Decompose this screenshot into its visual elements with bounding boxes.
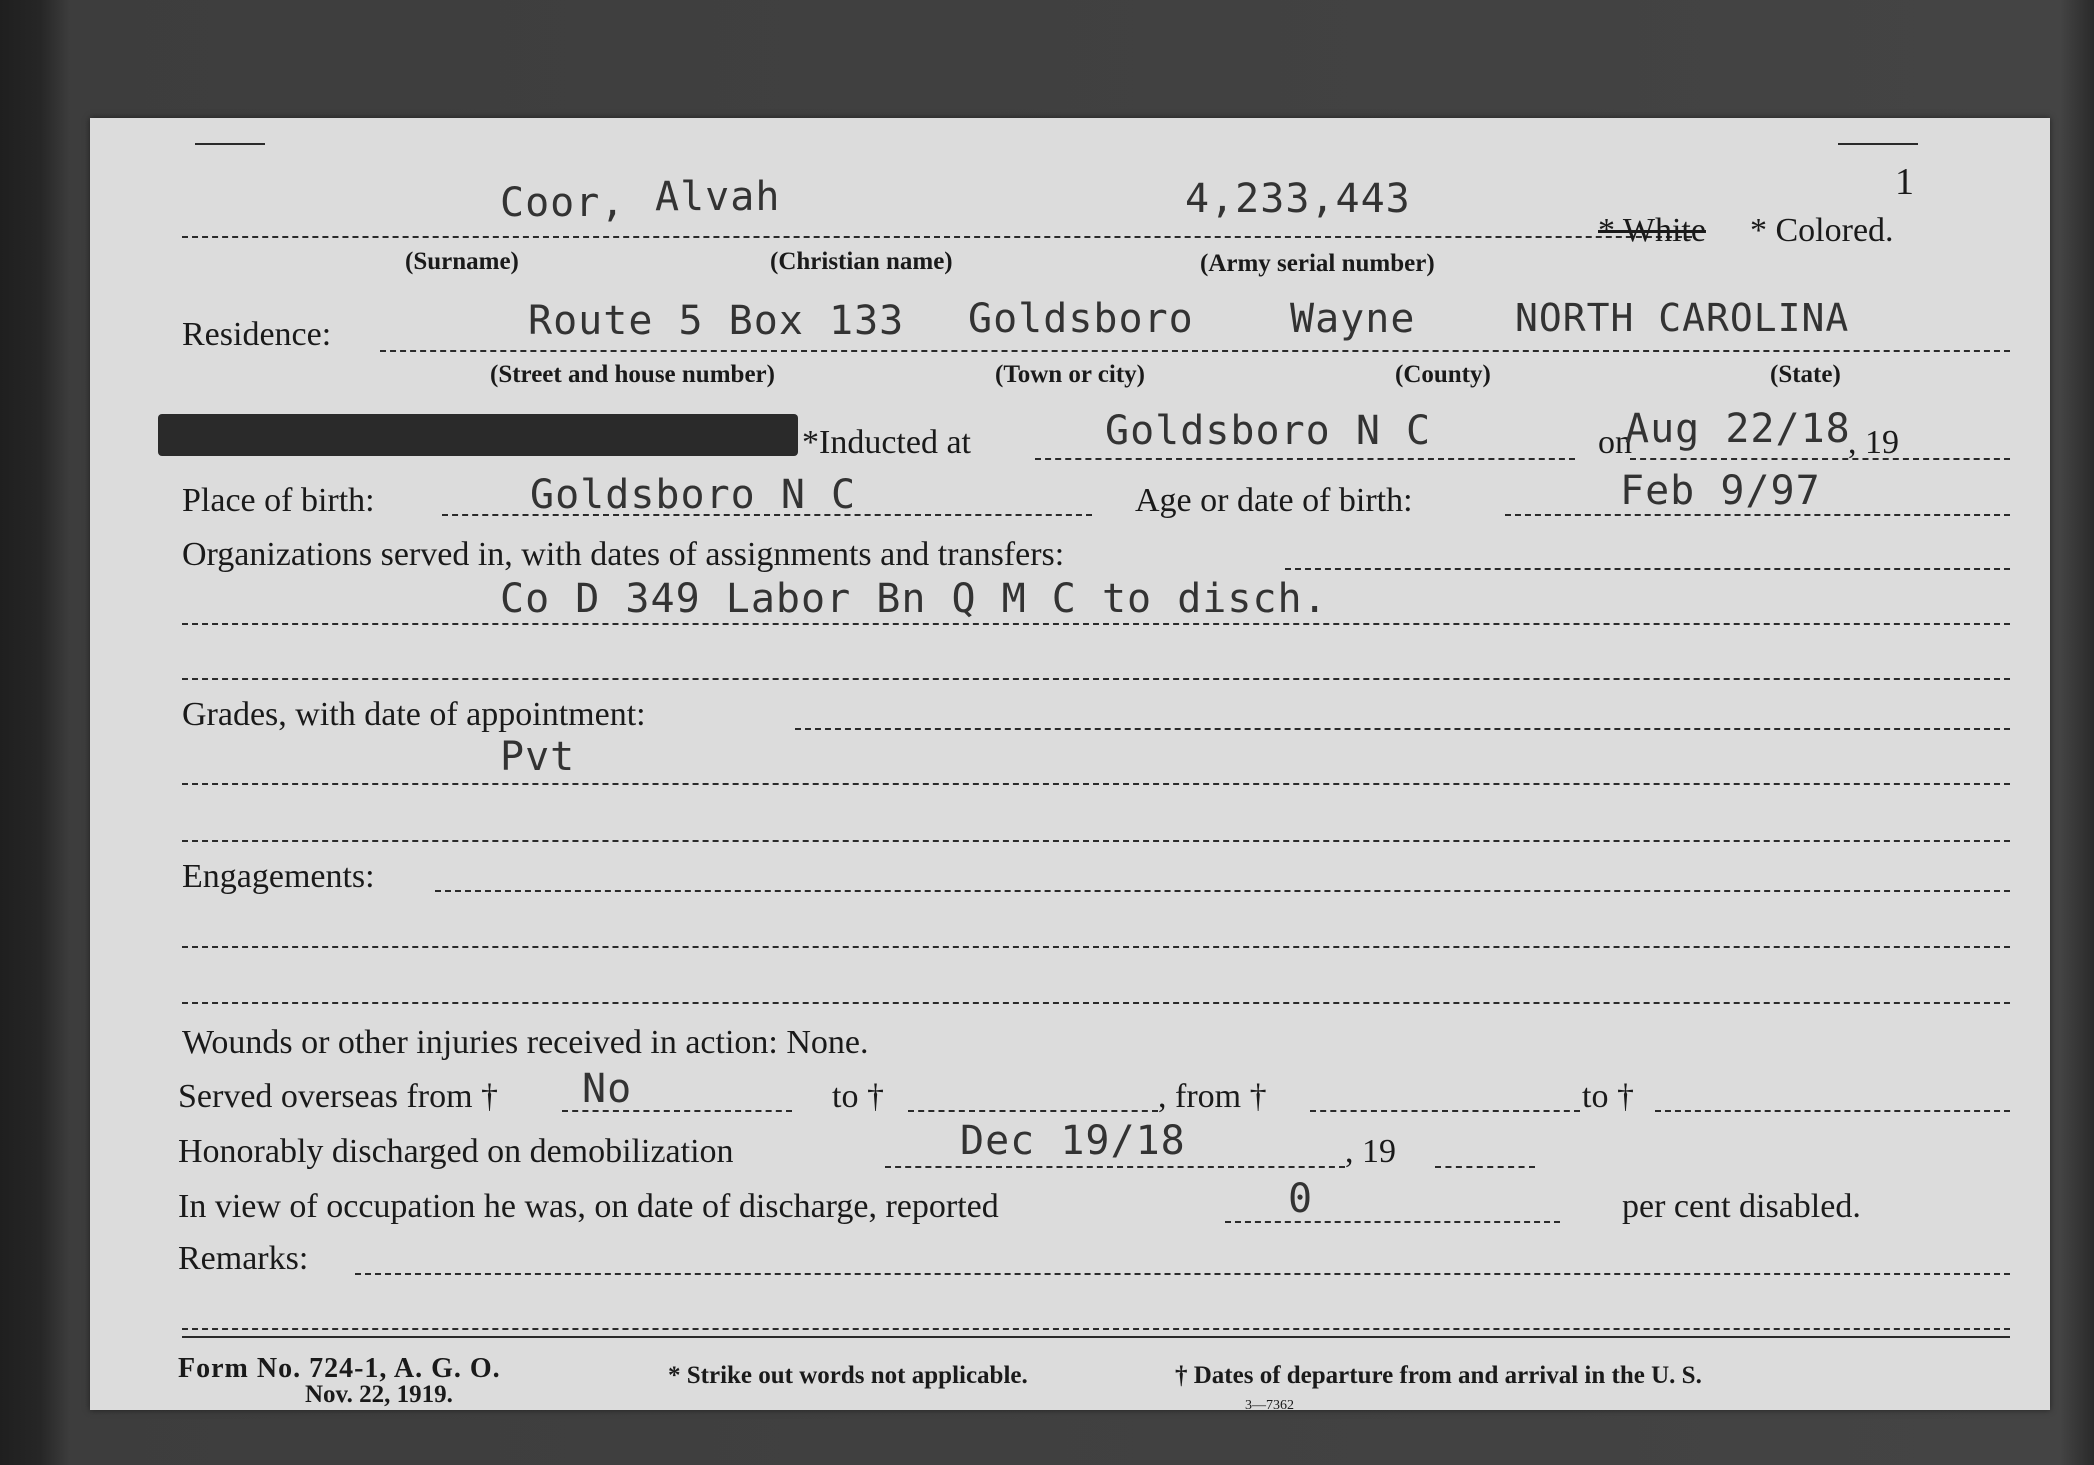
bottom-rule [182,1336,2010,1338]
name-line [182,236,1692,238]
residence-street: Route 5 Box 133 [528,298,905,344]
footnote-dates: † Dates of departure from and arrival in the U. S. [1175,1362,1702,1389]
serial-caption: (Army serial number) [1200,250,1435,277]
overseas-value: No [582,1066,633,1112]
birth-date-line [1505,514,2010,516]
wounds-label: Wounds or other injuries received in action: None. [182,1024,869,1061]
disabled-label: per cent disabled. [1622,1188,1861,1225]
county-caption: (County) [1395,361,1491,388]
organizations-line-2 [182,623,2010,625]
remarks-line-2 [182,1328,2010,1330]
footnote-strike-out: * Strike out words not applicable. [668,1362,1028,1389]
residence-town: Goldsboro [968,296,1194,342]
on-label: on [1598,424,1632,461]
town-caption: (Town or city) [995,361,1145,388]
residence-county: Wayne [1290,296,1416,342]
age-label: Age or date of birth: [1135,482,1413,519]
inducted-date: Aug 22/18 [1625,406,1851,452]
race-white-struck: * White [1598,212,1706,249]
redacted-enlisted-options [158,414,798,456]
disabled-value: 0 [1288,1176,1314,1222]
overseas-to2-label: to † [1582,1078,1634,1115]
surname-value: Coor, [500,180,626,226]
organizations-value: Co D 349 Labor Bn Q M C to disch. [500,576,1328,622]
overseas-from2-line [1310,1110,1580,1112]
occupation-label: In view of occupation he was, on date of discharge, reported [178,1188,999,1225]
overseas-from2-label: , from † [1158,1078,1267,1115]
engagements-label: Engagements: [182,858,375,895]
state-caption: (State) [1770,361,1841,388]
inducted-place-line [1035,458,1575,460]
serial-number-value: 4,233,443 [1185,176,1411,222]
inducted-date-line [1630,458,2010,460]
remarks-label: Remarks: [178,1240,309,1277]
form-number: Form No. 724-1, A. G. O. [178,1353,501,1384]
discharge-year: , 19 [1345,1133,1396,1170]
form-date: Nov. 22, 1919. [305,1381,453,1408]
top-right-rule [1838,143,1918,145]
service-record-card [90,118,2050,1413]
inducted-place: Goldsboro N C [1105,408,1432,454]
residence-label: Residence: [182,316,332,353]
surname-caption: (Surname) [405,248,519,275]
grades-value: Pvt [500,734,576,780]
residence-state: NORTH CAROLINA [1515,296,1850,340]
street-caption: (Street and house number) [490,361,775,388]
discharge-label: Honorably discharged on demobilization [178,1133,734,1170]
card-number: 1 [1895,161,1914,203]
discharge-date: Dec 19/18 [960,1118,1186,1164]
race-colored: * Colored. [1750,212,1894,249]
discharge-date-line [885,1166,1345,1168]
organizations-line-3 [182,678,2010,680]
overseas-to2-line [1655,1110,2010,1112]
birth-place-label: Place of birth: [182,482,375,519]
organizations-line-1 [1285,568,2010,570]
grades-line-2 [182,783,2010,785]
print-code: 3—7362 [1245,1398,1294,1413]
engagements-line-2 [182,946,2010,948]
overseas-to-line [908,1110,1158,1112]
birth-date-value: Feb 9/97 [1620,468,1821,514]
christian-name-value: Alvah [655,174,781,220]
grades-label: Grades, with date of appointment: [182,696,646,733]
birth-place-value: Goldsboro N C [530,472,857,518]
overseas-from-line [562,1110,792,1112]
birth-place-line [442,514,1092,516]
overseas-label: Served overseas from † [178,1078,499,1115]
grades-line-3 [182,840,2010,842]
christian-name-caption: (Christian name) [770,248,953,275]
residence-line [380,350,2010,352]
remarks-line-1 [355,1273,2010,1275]
overseas-to-label: to † [832,1078,884,1115]
discharge-year-line [1435,1166,1535,1168]
top-left-rule [195,143,265,145]
engagements-line-1 [435,890,2010,892]
inducted-year-suffix: , 19 [1848,424,1899,461]
inducted-label: *Inducted at [802,424,971,461]
engagements-line-3 [182,1002,2010,1004]
grades-line-1 [795,728,2010,730]
disabled-line [1225,1221,1560,1223]
organizations-label: Organizations served in, with dates of assignments and transfers: [182,536,1065,573]
